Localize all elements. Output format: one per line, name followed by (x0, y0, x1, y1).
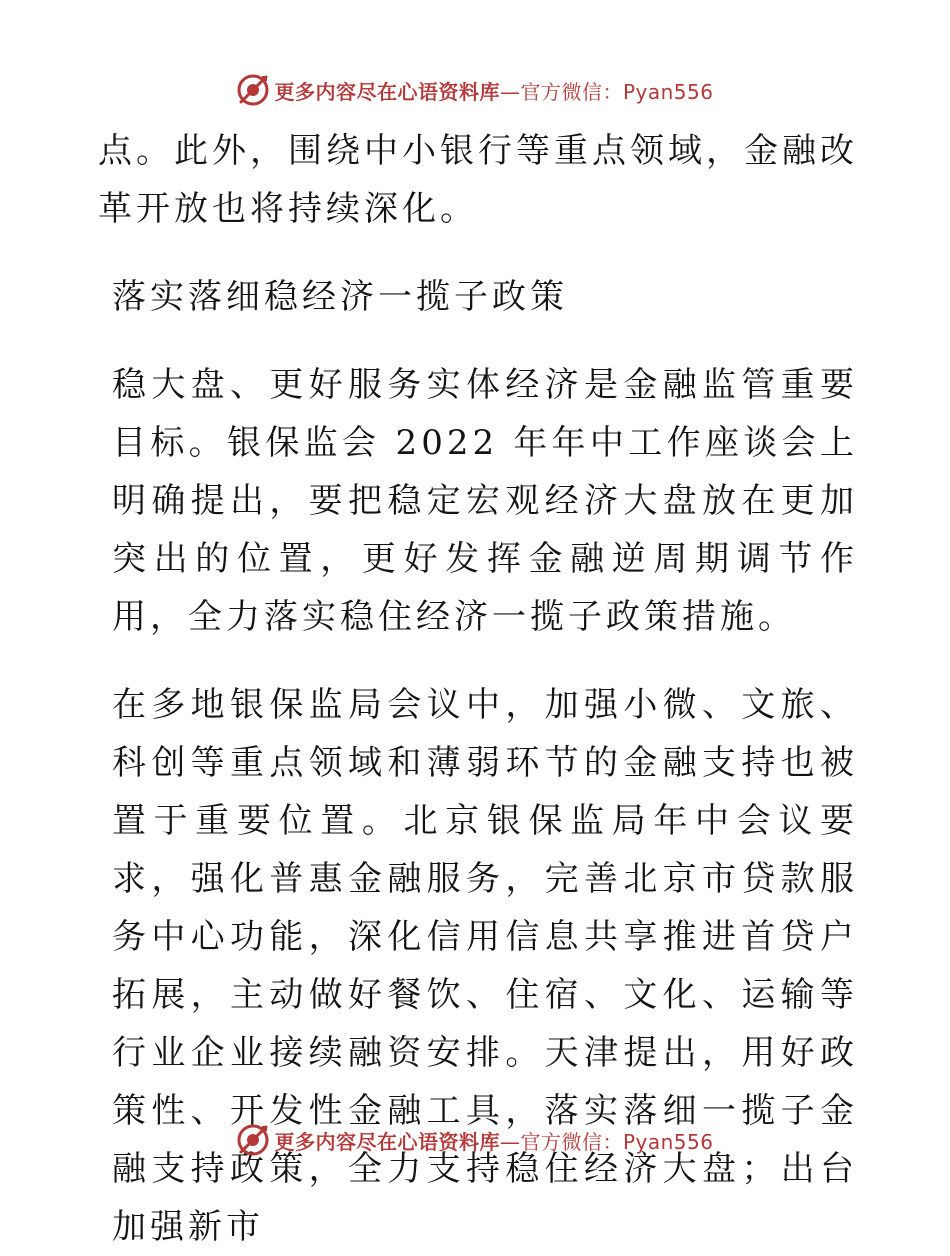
watermark-title: 更多内容尽在心语资料库 (274, 79, 500, 104)
paragraph-continuation: 点。此外，围绕中小银行等重点领域，金融改革开放也将持续深化。 (98, 131, 858, 229)
header-watermark (0, 70, 950, 110)
pen-logo-icon (236, 73, 270, 107)
paragraph: 稳大盘、更好服务实体经济是金融监管重要目标。银保监会 2022 年年中工作座谈会上明确提出，要把稳定宏观经济大盘放在更加突出的位置，更好发挥金融逆周期调节作用，全力落实稳住经济一揽子政策措施。 (112, 365, 858, 637)
watermark-contact: —官方微信：Pyan556 (499, 1129, 714, 1154)
watermark-title: 更多内容尽在心语资料库 (274, 1129, 500, 1154)
paragraph: 在多地银保监局会议中，加强小微、文旅、科创等重点领域和薄弱环节的金融支持也被置于重要位置。北京银保监局年中会议要求，强化普惠金融服务，完善北京市贷款服务中心功能，深化信用信息共享推进首贷户拓展，主动做好餐饮、住宿、文化、运输等行业企业接续融资安排。天津提出，用好政策性、开发性金融工具，落实落细一揽子金融支持政策，全力支持稳住经济大盘；出台加强新市 (112, 685, 858, 1247)
section-heading: 落实落细稳经济一揽子政策 (112, 277, 568, 317)
pen-logo-icon (236, 1123, 270, 1157)
watermark-contact: —官方微信：Pyan556 (499, 79, 714, 104)
document-body (98, 122, 858, 1256)
footer-watermark (0, 1120, 950, 1160)
